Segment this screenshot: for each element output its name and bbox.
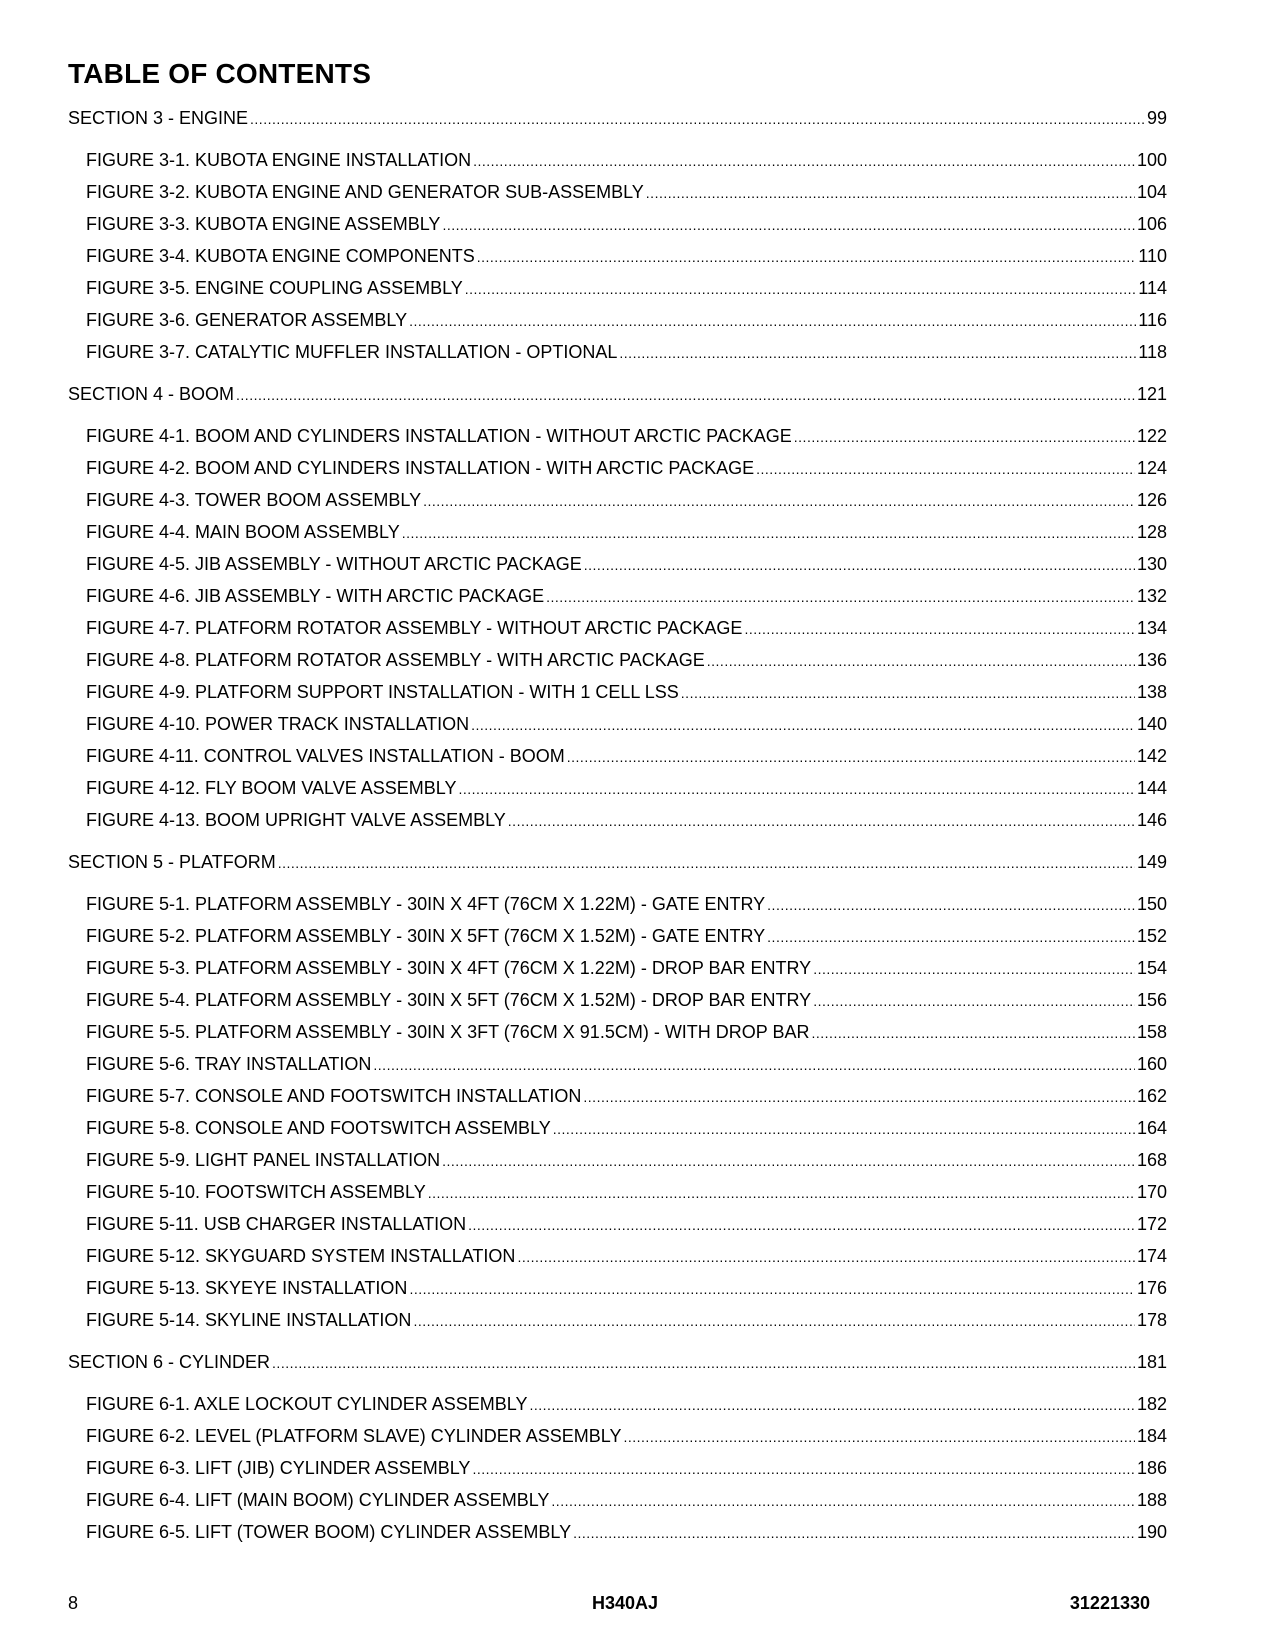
toc-dot-leader bbox=[272, 1352, 1135, 1373]
toc-entry-label: FIGURE 5-2. PLATFORM ASSEMBLY - 30IN X 5FT (76CM X 1.52M) - GATE ENTRY bbox=[86, 926, 766, 946]
toc-entry-label: FIGURE 4-2. BOOM AND CYLINDERS INSTALLATION - WITH ARCTIC PACKAGE bbox=[86, 458, 755, 478]
toc-entry-page: 172 bbox=[1136, 1214, 1167, 1234]
toc-entry-label: FIGURE 3-3. KUBOTA ENGINE ASSEMBLY bbox=[86, 214, 441, 234]
toc-figure-entry[interactable] bbox=[68, 150, 1167, 182]
toc-entry-label: FIGURE 5-9. LIGHT PANEL INSTALLATION bbox=[86, 1150, 441, 1170]
table-of-contents bbox=[68, 108, 1167, 1554]
toc-entry-label: FIGURE 4-6. JIB ASSEMBLY - WITH ARCTIC PACKAGE bbox=[86, 586, 545, 606]
toc-dot-leader bbox=[813, 990, 1135, 1011]
toc-dot-leader bbox=[508, 810, 1135, 831]
toc-entry-label: FIGURE 3-4. KUBOTA ENGINE COMPONENTS bbox=[86, 246, 475, 266]
toc-entry-page: 100 bbox=[1136, 150, 1167, 170]
toc-dot-leader bbox=[442, 214, 1135, 235]
toc-dot-leader bbox=[471, 714, 1135, 735]
toc-section-entry[interactable] bbox=[68, 852, 1167, 884]
toc-entry-label: FIGURE 5-11. USB CHARGER INSTALLATION bbox=[86, 1214, 467, 1234]
toc-entry-page: 146 bbox=[1136, 810, 1167, 830]
toc-entry-label: FIGURE 4-10. POWER TRACK INSTALLATION bbox=[86, 714, 470, 734]
toc-figure-entry[interactable] bbox=[68, 894, 1167, 926]
toc-entry-page: 132 bbox=[1136, 586, 1167, 606]
toc-entry-page: 152 bbox=[1136, 926, 1167, 946]
toc-dot-leader bbox=[428, 1182, 1135, 1203]
page-title: TABLE OF CONTENTS bbox=[68, 58, 372, 89]
toc-entry-page: 156 bbox=[1136, 990, 1167, 1010]
toc-dot-leader bbox=[567, 746, 1135, 767]
toc-dot-leader bbox=[583, 1086, 1135, 1107]
toc-figure-entry[interactable] bbox=[68, 714, 1167, 746]
toc-dot-leader bbox=[646, 182, 1135, 203]
toc-entry-page: 124 bbox=[1136, 458, 1167, 478]
toc-dot-leader bbox=[236, 384, 1135, 405]
toc-dot-leader bbox=[468, 1214, 1135, 1235]
toc-dot-leader bbox=[250, 108, 1145, 129]
toc-entry-label: FIGURE 4-8. PLATFORM ROTATOR ASSEMBLY - WITH ARCTIC PACKAGE bbox=[86, 650, 705, 670]
toc-dot-leader bbox=[623, 1426, 1134, 1447]
toc-figure-entry[interactable] bbox=[68, 958, 1167, 990]
toc-section-entry[interactable] bbox=[68, 1352, 1167, 1384]
toc-entry-page: 174 bbox=[1136, 1246, 1167, 1266]
toc-entry-label: FIGURE 5-10. FOOTSWITCH ASSEMBLY bbox=[86, 1182, 426, 1202]
toc-entry-label: FIGURE 4-11. CONTROL VALVES INSTALLATION - BOOM bbox=[86, 746, 565, 766]
toc-dot-leader bbox=[767, 926, 1135, 947]
toc-entry-label: SECTION 6 - CYLINDER bbox=[68, 1352, 271, 1372]
toc-dot-leader bbox=[373, 1054, 1135, 1075]
toc-entry-label: SECTION 4 - BOOM bbox=[68, 384, 235, 404]
toc-dot-leader bbox=[794, 426, 1135, 447]
toc-figure-entry[interactable] bbox=[68, 1022, 1167, 1054]
toc-figure-entry[interactable] bbox=[68, 1118, 1167, 1150]
toc-dot-leader bbox=[744, 618, 1135, 639]
toc-figure-entry[interactable] bbox=[68, 182, 1167, 214]
toc-entry-page: 158 bbox=[1136, 1022, 1167, 1042]
toc-entry-page: 110 bbox=[1138, 246, 1167, 266]
toc-entry-page: 162 bbox=[1136, 1086, 1167, 1106]
toc-dot-leader bbox=[812, 1022, 1135, 1043]
toc-dot-leader bbox=[442, 1150, 1135, 1171]
toc-entry-label: FIGURE 5-1. PLATFORM ASSEMBLY - 30IN X 4FT (76CM X 1.22M) - GATE ENTRY bbox=[86, 894, 766, 914]
toc-entry-page: 122 bbox=[1136, 426, 1167, 446]
toc-dot-leader bbox=[573, 1522, 1135, 1543]
toc-entry-page: 186 bbox=[1136, 1458, 1167, 1478]
toc-figure-entry[interactable] bbox=[68, 1278, 1167, 1310]
toc-entry-page: 104 bbox=[1136, 182, 1167, 202]
toc-dot-leader bbox=[423, 490, 1135, 511]
toc-figure-entry[interactable] bbox=[68, 214, 1167, 246]
toc-entry-page: 138 bbox=[1136, 682, 1167, 702]
toc-dot-leader bbox=[402, 522, 1135, 543]
toc-dot-leader bbox=[472, 1458, 1135, 1479]
toc-entry-label: FIGURE 3-6. GENERATOR ASSEMBLY bbox=[86, 310, 408, 330]
toc-entry-page: 130 bbox=[1136, 554, 1167, 574]
toc-dot-leader bbox=[551, 1490, 1135, 1511]
toc-figure-entry[interactable] bbox=[68, 554, 1167, 586]
toc-entry-page: 150 bbox=[1136, 894, 1167, 914]
toc-dot-leader bbox=[409, 1278, 1135, 1299]
toc-entry-label: FIGURE 4-9. PLATFORM SUPPORT INSTALLATION - WITH 1 CELL LSS bbox=[86, 682, 679, 702]
toc-entry-label: FIGURE 5-13. SKYEYE INSTALLATION bbox=[86, 1278, 408, 1298]
toc-figure-entry[interactable] bbox=[68, 1054, 1167, 1086]
toc-entry-page: 144 bbox=[1136, 778, 1167, 798]
toc-dot-leader bbox=[529, 1394, 1134, 1415]
toc-figure-entry[interactable] bbox=[68, 342, 1167, 374]
toc-entry-label: FIGURE 4-13. BOOM UPRIGHT VALVE ASSEMBLY bbox=[86, 810, 506, 830]
footer-model-name: H340AJ bbox=[592, 1593, 659, 1613]
toc-figure-entry[interactable] bbox=[68, 746, 1167, 778]
toc-section-entry[interactable] bbox=[68, 108, 1167, 140]
toc-dot-leader bbox=[756, 458, 1135, 479]
toc-figure-entry[interactable] bbox=[68, 490, 1167, 522]
toc-figure-entry[interactable] bbox=[68, 1086, 1167, 1118]
toc-entry-label: FIGURE 6-2. LEVEL (PLATFORM SLAVE) CYLINDER ASSEMBLY bbox=[86, 1426, 622, 1446]
toc-figure-entry[interactable] bbox=[68, 810, 1167, 842]
toc-entry-label: FIGURE 5-4. PLATFORM ASSEMBLY - 30IN X 5FT (76CM X 1.52M) - DROP BAR ENTRY bbox=[86, 990, 812, 1010]
toc-entry-page: 149 bbox=[1136, 852, 1167, 872]
toc-entry-label: FIGURE 4-1. BOOM AND CYLINDERS INSTALLATION - WITHOUT ARCTIC PACKAGE bbox=[86, 426, 792, 446]
toc-entry-page: 190 bbox=[1136, 1522, 1167, 1542]
toc-entry-label: FIGURE 6-4. LIFT (MAIN BOOM) CYLINDER ASSEMBLY bbox=[86, 1490, 550, 1510]
footer-page-number: 8 bbox=[68, 1593, 79, 1613]
toc-entry-label: FIGURE 5-14. SKYLINE INSTALLATION bbox=[86, 1310, 412, 1330]
toc-entry-label: SECTION 3 - ENGINE bbox=[68, 108, 249, 128]
toc-entry-page: 142 bbox=[1136, 746, 1167, 766]
toc-entry-page: 140 bbox=[1136, 714, 1167, 734]
toc-entry-page: 114 bbox=[1138, 278, 1167, 298]
toc-entry-label: FIGURE 5-3. PLATFORM ASSEMBLY - 30IN X 4FT (76CM X 1.22M) - DROP BAR ENTRY bbox=[86, 958, 812, 978]
toc-dot-leader bbox=[707, 650, 1135, 671]
toc-entry-label: FIGURE 5-5. PLATFORM ASSEMBLY - 30IN X 3FT (76CM X 91.5CM) - WITH DROP BAR bbox=[86, 1022, 810, 1042]
toc-dot-leader bbox=[546, 586, 1135, 607]
toc-dot-leader bbox=[458, 778, 1134, 799]
toc-entry-label: FIGURE 5-12. SKYGUARD SYSTEM INSTALLATION bbox=[86, 1246, 516, 1266]
toc-entry-page: 126 bbox=[1136, 490, 1167, 510]
toc-figure-entry[interactable] bbox=[68, 1522, 1167, 1554]
toc-entry-page: 106 bbox=[1136, 214, 1167, 234]
footer-document-number: 31221330 bbox=[1069, 1593, 1150, 1613]
toc-entry-label: FIGURE 4-7. PLATFORM ROTATOR ASSEMBLY - WITHOUT ARCTIC PACKAGE bbox=[86, 618, 743, 638]
toc-figure-entry[interactable] bbox=[68, 778, 1167, 810]
toc-entry-page: 182 bbox=[1136, 1394, 1167, 1414]
toc-figure-entry[interactable] bbox=[68, 1246, 1167, 1278]
toc-entry-page: 168 bbox=[1136, 1150, 1167, 1170]
toc-entry-page: 170 bbox=[1136, 1182, 1167, 1202]
toc-figure-entry[interactable] bbox=[68, 990, 1167, 1022]
toc-entry-label: FIGURE 3-2. KUBOTA ENGINE AND GENERATOR SUB-ASSEMBLY bbox=[86, 182, 644, 202]
toc-entry-page: 154 bbox=[1136, 958, 1167, 978]
toc-entry-page: 160 bbox=[1136, 1054, 1167, 1074]
toc-figure-entry[interactable] bbox=[68, 1182, 1167, 1214]
toc-entry-page: 181 bbox=[1136, 1352, 1167, 1372]
toc-entry-label: FIGURE 4-12. FLY BOOM VALVE ASSEMBLY bbox=[86, 778, 457, 798]
toc-entry-label: FIGURE 6-1. AXLE LOCKOUT CYLINDER ASSEMBLY bbox=[86, 1394, 528, 1414]
toc-figure-entry[interactable] bbox=[68, 1150, 1167, 1182]
toc-figure-entry[interactable] bbox=[68, 586, 1167, 618]
toc-dot-leader bbox=[813, 958, 1135, 979]
toc-entry-label: FIGURE 3-5. ENGINE COUPLING ASSEMBLY bbox=[86, 278, 463, 298]
toc-dot-leader bbox=[619, 342, 1136, 363]
toc-entry-label: FIGURE 6-3. LIFT (JIB) CYLINDER ASSEMBLY bbox=[86, 1458, 471, 1478]
toc-entry-page: 178 bbox=[1136, 1310, 1167, 1330]
toc-entry-label: FIGURE 3-7. CATALYTIC MUFFLER INSTALLATION - OPTIONAL bbox=[86, 342, 618, 362]
toc-entry-page: 99 bbox=[1146, 108, 1167, 128]
toc-figure-entry[interactable] bbox=[68, 278, 1167, 310]
toc-figure-entry[interactable] bbox=[68, 1426, 1167, 1458]
toc-entry-label: FIGURE 5-8. CONSOLE AND FOOTSWITCH ASSEMBLY bbox=[86, 1118, 551, 1138]
toc-figure-entry[interactable] bbox=[68, 1310, 1167, 1342]
toc-dot-leader bbox=[473, 150, 1135, 171]
toc-dot-leader bbox=[517, 1246, 1135, 1267]
toc-dot-leader bbox=[465, 278, 1137, 299]
toc-entry-page: 118 bbox=[1138, 342, 1167, 362]
toc-dot-leader bbox=[681, 682, 1135, 703]
toc-entry-label: SECTION 5 - PLATFORM bbox=[68, 852, 276, 872]
toc-figure-entry[interactable] bbox=[68, 650, 1167, 682]
toc-entry-page: 134 bbox=[1136, 618, 1167, 638]
toc-figure-entry[interactable] bbox=[68, 926, 1167, 958]
toc-figure-entry[interactable] bbox=[68, 682, 1167, 714]
toc-dot-leader bbox=[584, 554, 1135, 575]
toc-entry-label: FIGURE 5-7. CONSOLE AND FOOTSWITCH INSTALLATION bbox=[86, 1086, 582, 1106]
toc-figure-entry[interactable] bbox=[68, 1490, 1167, 1522]
toc-figure-entry[interactable] bbox=[68, 426, 1167, 458]
toc-dot-leader bbox=[553, 1118, 1135, 1139]
toc-dot-leader bbox=[477, 246, 1137, 267]
toc-figure-entry[interactable] bbox=[68, 246, 1167, 278]
toc-figure-entry[interactable] bbox=[68, 1394, 1167, 1426]
toc-entry-page: 121 bbox=[1136, 384, 1167, 404]
toc-figure-entry[interactable] bbox=[68, 458, 1167, 490]
toc-dot-leader bbox=[278, 852, 1135, 873]
toc-entry-page: 176 bbox=[1136, 1278, 1167, 1298]
toc-entry-page: 164 bbox=[1136, 1118, 1167, 1138]
toc-dot-leader bbox=[767, 894, 1135, 915]
toc-entry-label: FIGURE 6-5. LIFT (TOWER BOOM) CYLINDER ASSEMBLY bbox=[86, 1522, 572, 1542]
toc-entry-page: 188 bbox=[1136, 1490, 1167, 1510]
toc-dot-leader bbox=[413, 1310, 1135, 1331]
toc-entry-label: FIGURE 4-3. TOWER BOOM ASSEMBLY bbox=[86, 490, 422, 510]
toc-entry-label: FIGURE 4-4. MAIN BOOM ASSEMBLY bbox=[86, 522, 400, 542]
toc-figure-entry[interactable] bbox=[68, 310, 1167, 342]
toc-figure-entry[interactable] bbox=[68, 522, 1167, 554]
toc-section-entry[interactable] bbox=[68, 384, 1167, 416]
toc-entry-label: FIGURE 3-1. KUBOTA ENGINE INSTALLATION bbox=[86, 150, 472, 170]
toc-entry-page: 128 bbox=[1136, 522, 1167, 542]
toc-figure-entry[interactable] bbox=[68, 618, 1167, 650]
toc-dot-leader bbox=[409, 310, 1136, 331]
toc-figure-entry[interactable] bbox=[68, 1214, 1167, 1246]
toc-entry-page: 136 bbox=[1136, 650, 1167, 670]
toc-entry-page: 184 bbox=[1136, 1426, 1167, 1446]
toc-entry-label: FIGURE 4-5. JIB ASSEMBLY - WITHOUT ARCTIC PACKAGE bbox=[86, 554, 582, 574]
toc-entry-page: 116 bbox=[1138, 310, 1167, 330]
toc-entry-label: FIGURE 5-6. TRAY INSTALLATION bbox=[86, 1054, 372, 1074]
toc-figure-entry[interactable] bbox=[68, 1458, 1167, 1490]
